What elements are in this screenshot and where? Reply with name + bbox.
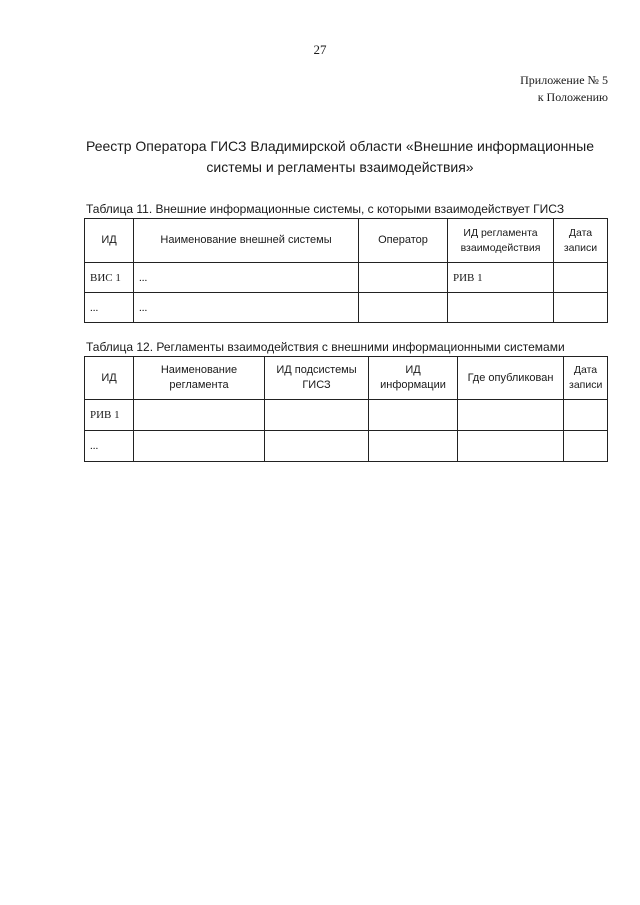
table-row xyxy=(85,431,608,462)
table-cell: ... xyxy=(134,263,359,293)
table-11 xyxy=(84,218,608,323)
table-cell xyxy=(369,431,458,462)
document-title xyxy=(60,136,620,178)
table-cell xyxy=(134,431,265,462)
table-12 xyxy=(84,356,608,462)
column-header-record-date: Дата записи xyxy=(554,219,608,263)
column-header-operator: Оператор xyxy=(359,219,448,263)
column-header-regulation-name: Наименование регламента xyxy=(134,357,265,400)
table-cell: ... xyxy=(85,431,134,462)
column-header-subsystem-id: ИД подсистемы ГИСЗ xyxy=(265,357,369,400)
appendix-line-1: Приложение № 5 xyxy=(520,73,608,87)
column-header-id: ИД xyxy=(85,357,134,400)
table-cell: ... xyxy=(134,293,359,323)
table-12-caption: Таблица 12. Регламенты взаимодействия с внешними информационными системами xyxy=(86,340,565,354)
table-cell xyxy=(458,400,564,431)
table-cell xyxy=(564,431,608,462)
appendix-line-2: к Положению xyxy=(537,90,608,104)
page-number: 27 xyxy=(313,42,327,57)
table-row xyxy=(85,263,608,293)
table-cell xyxy=(359,263,448,293)
table-cell: РИВ 1 xyxy=(448,263,554,293)
table-cell xyxy=(369,400,458,431)
table-header-row xyxy=(85,219,608,263)
table-cell: ВИС 1 xyxy=(85,263,134,293)
column-header-record-date: Дата записи xyxy=(564,357,608,400)
column-header-system-name: Наименование внешней системы xyxy=(134,219,359,263)
table-cell xyxy=(458,431,564,462)
table-cell xyxy=(265,431,369,462)
table-header-row xyxy=(85,357,608,400)
table-cell xyxy=(564,400,608,431)
table-cell xyxy=(134,400,265,431)
table-cell xyxy=(554,263,608,293)
column-header-published-where: Где опубликован xyxy=(458,357,564,400)
column-header-information-id: ИД информации xyxy=(369,357,458,400)
column-header-id: ИД xyxy=(85,219,134,263)
table-cell xyxy=(448,293,554,323)
table-cell: РИВ 1 xyxy=(85,400,134,431)
document-title-line-1: Реестр Оператора ГИСЗ Владимирской области «Внешние информационные xyxy=(86,138,594,154)
appendix-note xyxy=(520,72,608,106)
table-cell xyxy=(359,293,448,323)
column-header-regulation-id: ИД регламента взаимодействия xyxy=(448,219,554,263)
table-row xyxy=(85,400,608,431)
table-row xyxy=(85,293,608,323)
table-cell: ... xyxy=(85,293,134,323)
table-11-caption: Таблица 11. Внешние информационные системы, с которыми взаимодействует ГИСЗ xyxy=(86,202,565,216)
document-title-line-2: системы и регламенты взаимодействия» xyxy=(206,159,474,175)
table-cell xyxy=(265,400,369,431)
table-cell xyxy=(554,293,608,323)
